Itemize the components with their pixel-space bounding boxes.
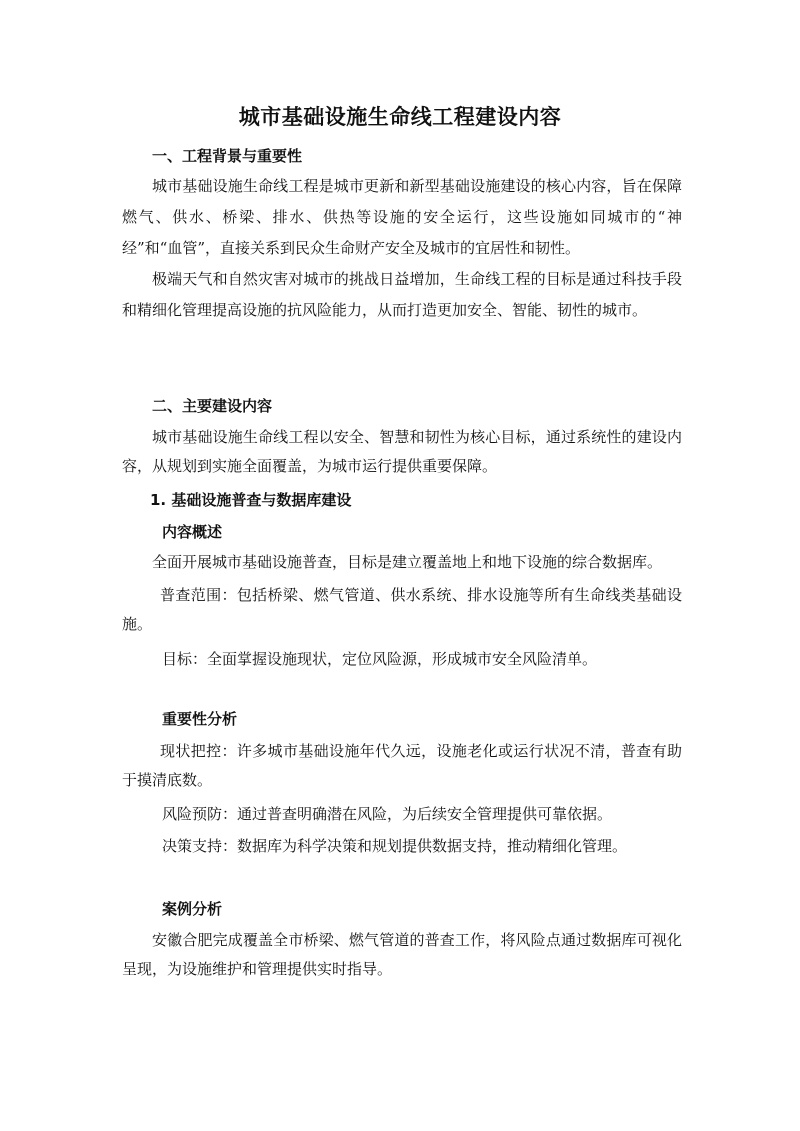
risk-text: 风险预防：通过普查明确潜在风险，为后续安全管理提供可靠依据。 (162, 805, 613, 823)
status-text: 现状把控：许多城市基础设施年代久远，设施老化或运行状况不清，普查有助于摸清底数。 (122, 742, 682, 789)
overview-heading: 内容概述 (162, 523, 223, 541)
decision-text: 决策支持：数据库为科学决策和规划提供数据支持，推动精细化管理。 (162, 837, 628, 855)
section-1-heading: 一、工程背景与重要性 (152, 147, 303, 165)
case-heading: 案例分析 (162, 900, 223, 918)
section-2-intro: 城市基础设施生命线工程以安全、智慧和韧性为核心目标，通过系统性的建设内容，从规划到实施全面覆盖，为城市运行提供重要保障。 (122, 428, 682, 475)
case-text: 安徽合肥完成覆盖全市桥梁、燃气管道的普查工作，将风险点通过数据库可视化呈现，为设施维护和管理提供实时指导。 (122, 931, 682, 978)
section-1-paragraph-1: 城市基础设施生命线工程是城市更新和新型基础设施建设的核心内容，旨在保障燃气、供水、桥梁、排水、供热等设施的安全运行，这些设施如同城市的“神经”和“血管”，直接关系到民众生命财产安全及城市的宜居性和韧性。 (122, 177, 682, 257)
goal-text: 目标：全面掌握设施现状，定位风险源，形成城市安全风险清单。 (162, 650, 598, 668)
section-2-heading: 二、主要建设内容 (152, 397, 273, 415)
importance-heading: 重要性分析 (162, 710, 238, 728)
scope-text: 普查范围：包括桥梁、燃气管道、供水系统、排水设施等所有生命线类基础设施。 (122, 586, 682, 633)
section-1-paragraph-2: 极端天气和自然灾害对城市的挑战日益增加，生命线工程的目标是通过科技手段和精细化管理提高设施的抗风险能力，从而打造更加安全、智能、韧性的城市。 (122, 270, 682, 319)
overview-text: 全面开展城市基础设施普查，目标是建立覆盖地上和地下设施的综合数据库。 (152, 553, 663, 571)
document-title: 城市基础设施生命线工程建设内容 (238, 105, 562, 129)
subsection-1-heading: 1. 基础设施普查与数据库建设 (150, 491, 352, 509)
